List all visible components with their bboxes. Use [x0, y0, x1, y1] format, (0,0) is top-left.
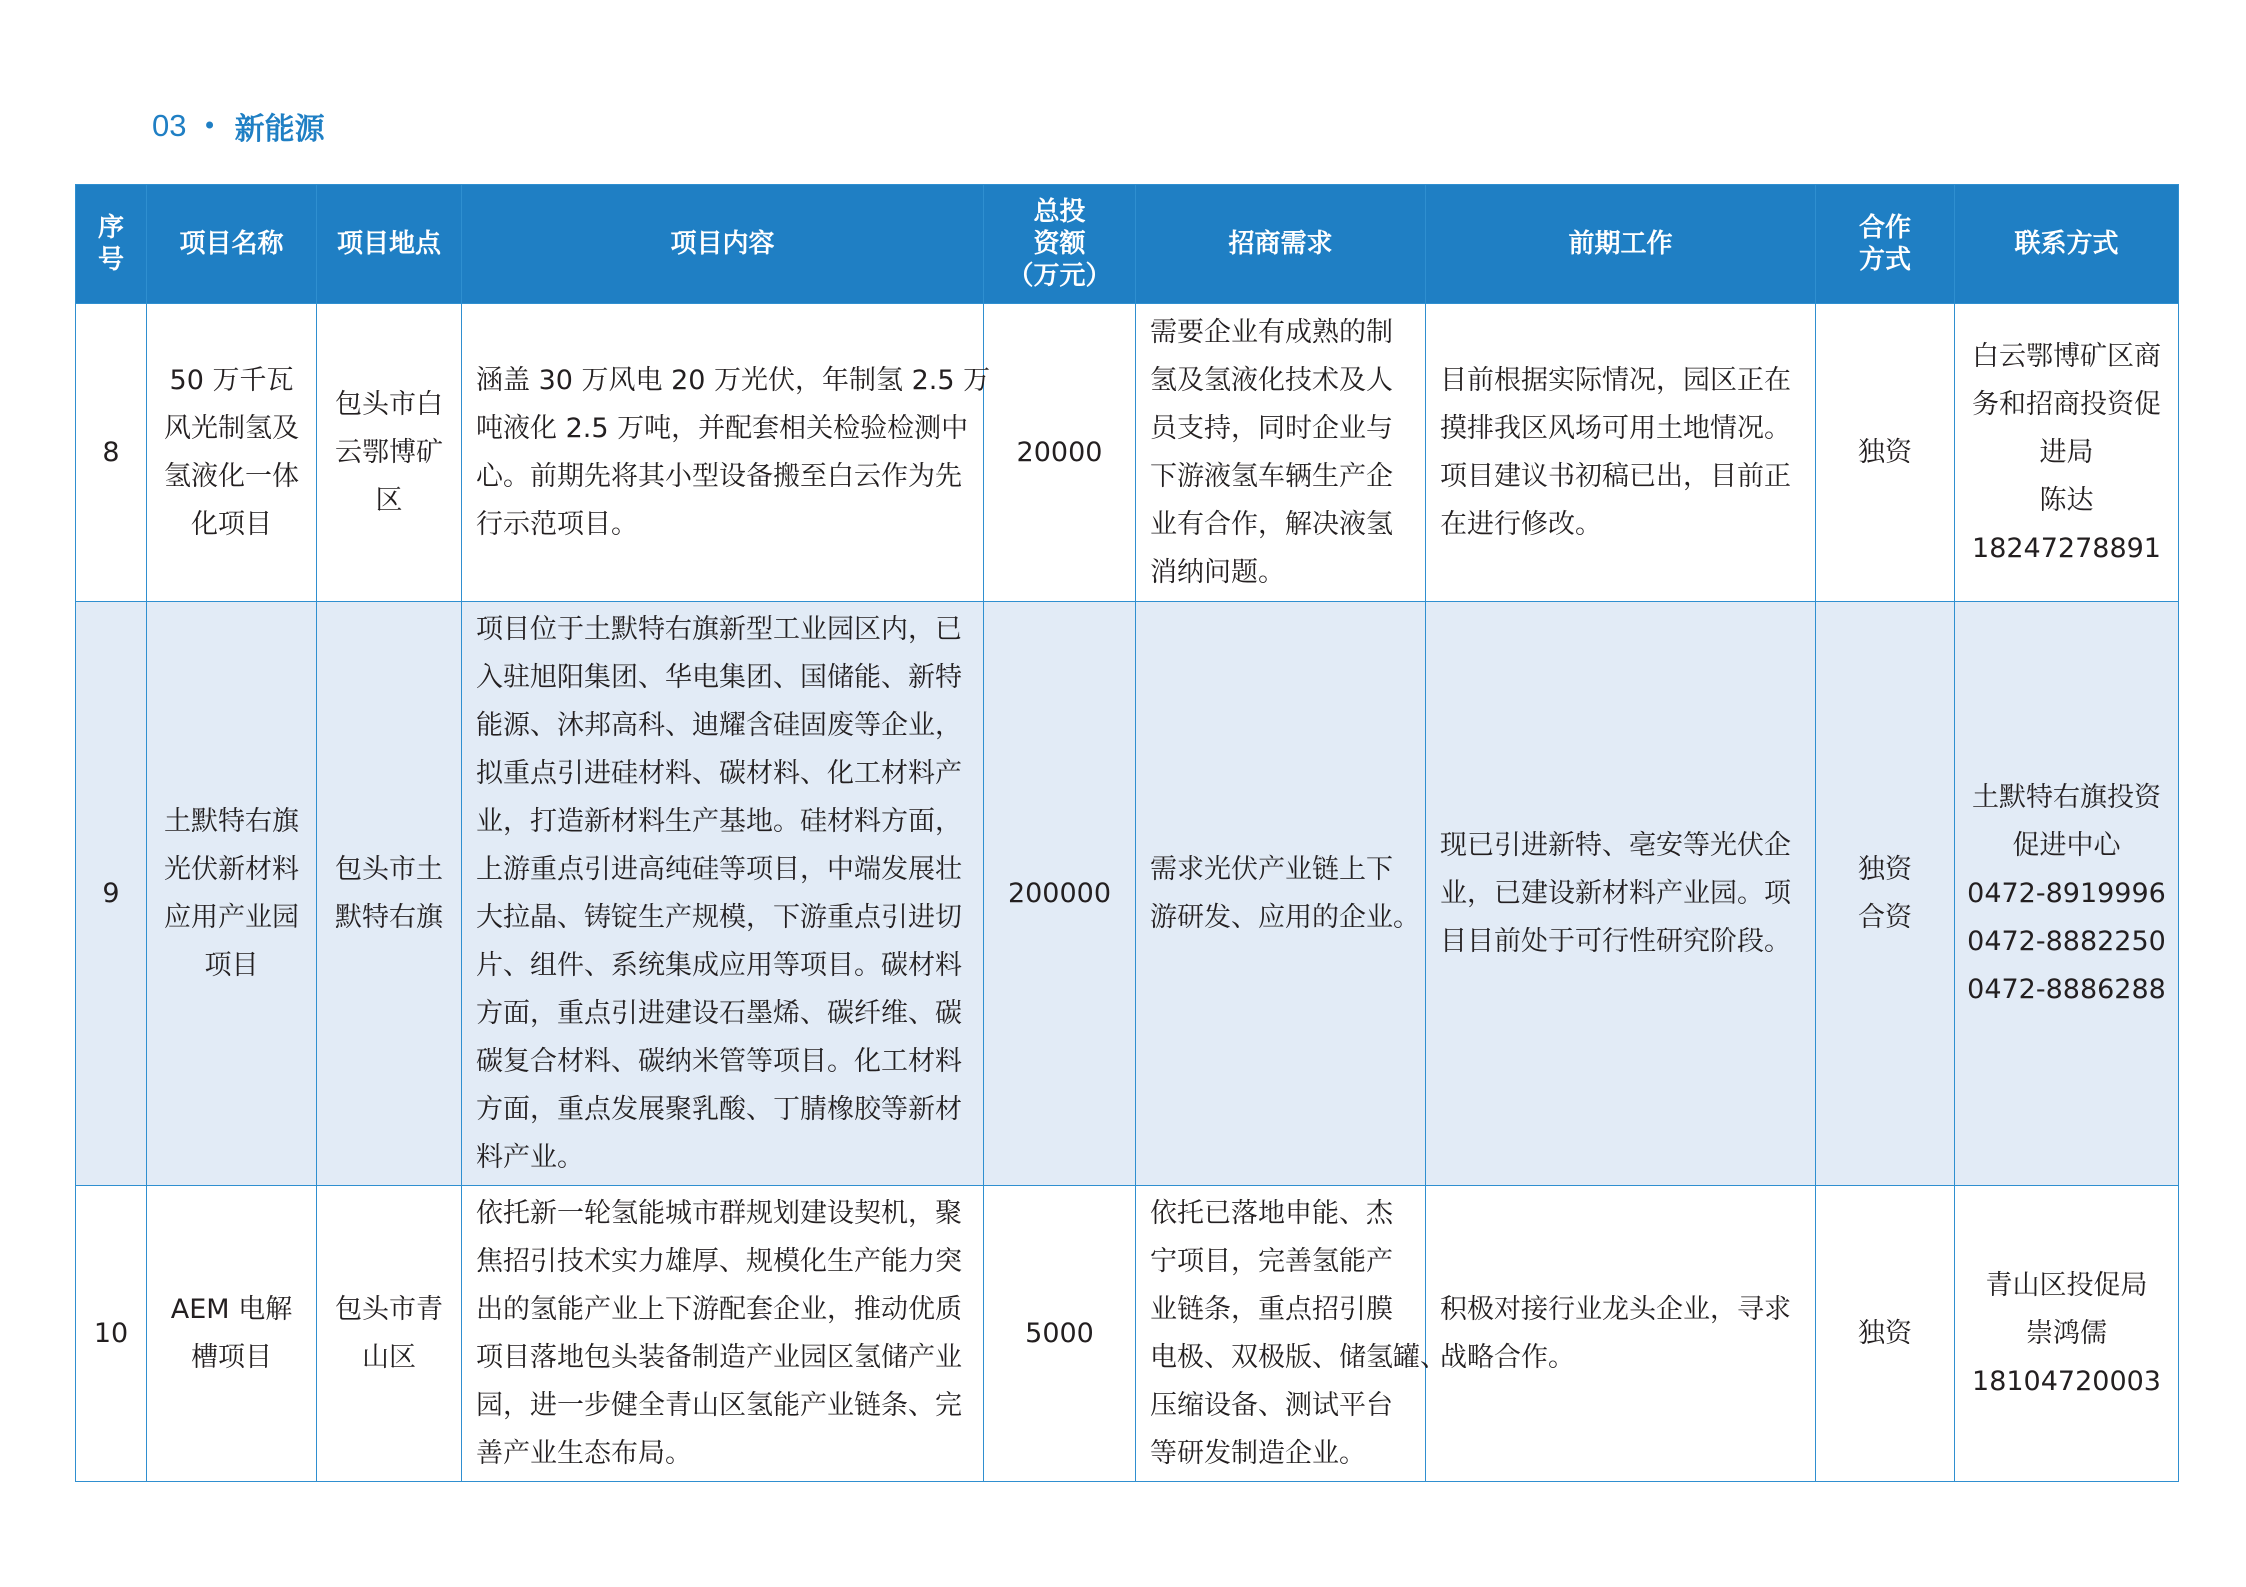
cell-content-line: 方面，重点引进建设石墨烯、碳纤维、碳	[476, 997, 962, 1029]
header-contact: 联系方式	[1955, 185, 2179, 304]
cell-name-line: 氢液化一体	[164, 460, 299, 492]
cell-contact-line: 18247278891	[1972, 532, 2161, 564]
cell-location	[317, 304, 462, 602]
cell-name	[147, 1186, 317, 1482]
cell-prework-line: 在进行修改。	[1440, 508, 1602, 540]
cell-mode	[1816, 602, 1955, 1186]
cell-mode	[1816, 304, 1955, 602]
cell-prework-line: 战略合作。	[1440, 1341, 1575, 1373]
cell-name-line: 光伏新材料	[164, 853, 299, 885]
cell-demand-line: 电极、双极版、储氢罐、	[1150, 1341, 1447, 1373]
cell-mode-line: 独资	[1858, 853, 1912, 885]
cell-investment: 200000	[984, 602, 1136, 1186]
cell-prework-line: 目前根据实际情况，园区正在	[1440, 364, 1791, 396]
cell-demand-line: 压缩设备、测试平台	[1150, 1389, 1393, 1421]
cell-name	[147, 602, 317, 1186]
cell-demand	[1136, 602, 1426, 1186]
cell-contact-line: 进局	[2039, 436, 2094, 468]
cell-content-line: 片、组件、系统集成应用等项目。碳材料	[476, 949, 962, 981]
cell-prework	[1426, 1186, 1816, 1482]
table-row	[76, 304, 2179, 602]
cell-name-line: 槽项目	[191, 1341, 272, 1373]
cell-contact	[1955, 304, 2179, 602]
cell-contact-line: 白云鄂博矿区商	[1972, 340, 2161, 372]
cell-prework-line: 积极对接行业龙头企业，寻求	[1440, 1293, 1791, 1325]
cell-location	[317, 1186, 462, 1482]
cell-demand	[1136, 1186, 1447, 1482]
cell-location-line: 区	[375, 484, 403, 516]
cell-content-line: 入驻旭阳集团、华电集团、国储能、新特	[476, 661, 962, 693]
cell-name-line: 50 万千瓦	[169, 364, 294, 396]
cell-prework-line: 业，已建设新材料产业园。项	[1440, 877, 1791, 909]
cell-content-line: 大拉晶、铸锭生产规模，下游重点引进切	[476, 901, 962, 933]
cell-location-line: 默特右旗	[335, 901, 443, 933]
cell-content-line: 项目落地包头装备制造产业园区氢储产业	[476, 1341, 962, 1373]
cell-demand-line: 员支持，同时企业与	[1150, 412, 1393, 444]
cell-name-line: 应用产业园	[164, 901, 299, 933]
cell-contact-line: 土默特右旗投资	[1972, 781, 2161, 813]
cell-mode-line: 合资	[1858, 901, 1912, 933]
header-prework: 前期工作	[1426, 185, 1816, 304]
cell-investment: 5000	[984, 1186, 1136, 1482]
cell-location-line: 山区	[362, 1341, 416, 1373]
cell-demand-line: 氢及氢液化技术及人	[1150, 364, 1393, 396]
cell-contact-line: 0472-8882250	[1967, 925, 2166, 957]
cell-location-line: 包头市土	[335, 853, 443, 885]
header-seq-line: 序	[97, 213, 124, 243]
cell-demand-line: 等研发制造企业。	[1150, 1437, 1366, 1469]
cell-prework-line: 目目前处于可行性研究阶段。	[1440, 925, 1791, 957]
cell-name-line: 土默特右旗	[164, 805, 299, 837]
cell-content-line: 上游重点引进高纯硅等项目，中端发展壮	[476, 853, 962, 885]
cell-contact-line: 18104720003	[1972, 1365, 2161, 1397]
cell-demand-line: 下游液氢车辆生产企	[1150, 460, 1393, 492]
cell-contact-line: 务和招商投资促	[1972, 388, 2161, 420]
cell-demand-line: 需要企业有成熟的制	[1150, 316, 1393, 348]
cell-content	[462, 304, 991, 602]
cell-content-line: 碳复合材料、碳纳米管等项目。化工材料	[476, 1045, 962, 1077]
header-seq-line: 号	[97, 245, 124, 275]
cell-mode	[1816, 1186, 1955, 1482]
cell-content-line: 园，进一步健全青山区氢能产业链条、完	[476, 1389, 962, 1421]
cell-location-line: 包头市青	[335, 1293, 443, 1325]
header-content: 项目内容	[462, 185, 984, 304]
cell-contact-line: 0472-8919996	[1967, 877, 2166, 909]
cell-content-line: 能源、沐邦高科、迪耀含硅固废等企业，	[476, 709, 962, 741]
cell-name-line: 化项目	[191, 508, 272, 540]
cell-location-line: 云鄂博矿	[335, 436, 443, 468]
cell-content-line: 涵盖 30 万风电 20 万光伏，年制氢 2.5 万	[476, 364, 991, 396]
cell-content-line: 心。前期先将其小型设备搬至白云作为先	[476, 460, 962, 492]
cell-content-line: 依托新一轮氢能城市群规划建设契机，聚	[476, 1197, 962, 1229]
cell-name	[147, 304, 317, 602]
cell-content-line: 方面，重点发展聚乳酸、丁腈橡胶等新材	[476, 1093, 962, 1125]
cell-name-line: 项目	[204, 949, 259, 981]
cell-prework	[1426, 602, 1816, 1186]
cell-content-line: 业，打造新材料生产基地。硅材料方面，	[476, 805, 962, 837]
section-bullet: •	[202, 112, 217, 140]
header-seq	[76, 185, 147, 304]
cell-demand-line: 依托已落地申能、杰	[1150, 1197, 1393, 1229]
header-investment	[984, 185, 1136, 304]
cell-content-line: 焦招引技术实力雄厚、规模化生产能力突	[476, 1245, 962, 1277]
header-demand: 招商需求	[1136, 185, 1426, 304]
cell-demand-line: 业链条，重点招引膜	[1150, 1293, 1393, 1325]
header-investment-line: （万元）	[1007, 261, 1112, 291]
cell-contact-line: 崇鸿儒	[2026, 1317, 2107, 1349]
cell-contact-line: 陈达	[2039, 484, 2094, 516]
cell-seq: 9	[76, 602, 147, 1186]
cell-location	[317, 602, 462, 1186]
cell-content-line: 项目位于土默特右旗新型工业园区内，已	[476, 613, 962, 645]
cell-location-line: 包头市白	[335, 388, 443, 420]
header-mode	[1816, 185, 1955, 304]
section-title	[152, 104, 325, 148]
cell-content-line: 善产业生态布局。	[476, 1437, 692, 1469]
cell-content	[462, 1186, 984, 1482]
cell-demand-line: 消纳问题。	[1150, 556, 1285, 588]
cell-name-line: 风光制氢及	[164, 412, 299, 444]
table-header-row	[76, 185, 2179, 304]
cell-prework	[1426, 304, 1816, 602]
cell-content-line: 出的氢能产业上下游配套企业，推动优质	[476, 1293, 962, 1325]
cell-seq: 8	[76, 304, 147, 602]
cell-contact	[1955, 602, 2179, 1186]
cell-prework-line: 摸排我区风场可用土地情况。	[1440, 412, 1791, 444]
cell-mode-line: 独资	[1858, 436, 1912, 468]
cell-name-line: AEM 电解	[170, 1293, 293, 1325]
cell-prework-line: 项目建议书初稿已出，目前正	[1440, 460, 1791, 492]
cell-contact-line: 促进中心	[2012, 829, 2121, 861]
cell-demand-line: 宁项目，完善氢能产	[1150, 1245, 1393, 1277]
cell-demand-line: 游研发、应用的企业。	[1150, 901, 1420, 933]
cell-contact-line: 0472-8886288	[1967, 973, 2166, 1005]
cell-content-line: 拟重点引进硅材料、碳材料、化工材料产	[476, 757, 962, 789]
cell-content	[462, 602, 984, 1186]
header-mode-line: 合作	[1858, 213, 1911, 243]
cell-prework-line: 现已引进新特、亳安等光伏企	[1440, 829, 1791, 861]
section-number: 03	[152, 108, 187, 143]
cell-demand	[1136, 304, 1426, 602]
cell-content-line: 行示范项目。	[476, 508, 638, 540]
header-name: 项目名称	[147, 185, 317, 304]
cell-mode-line: 独资	[1858, 1317, 1912, 1349]
header-location: 项目地点	[317, 185, 462, 304]
cell-seq: 10	[76, 1186, 147, 1482]
cell-contact-line: 青山区投促局	[1985, 1269, 2148, 1301]
header-mode-line: 方式	[1858, 245, 1911, 275]
header-investment-line: 资额	[1033, 229, 1086, 259]
header-investment-line: 总投	[1033, 197, 1086, 227]
cell-content-line: 吨液化 2.5 万吨，并配套相关检验检测中	[476, 412, 969, 444]
table-row	[76, 602, 2179, 1186]
section-name: 新能源	[234, 112, 325, 147]
cell-content-line: 料产业。	[476, 1141, 584, 1173]
cell-demand-line: 业有合作，解决液氢	[1150, 508, 1393, 540]
projects-table	[75, 184, 2179, 1482]
cell-contact	[1955, 1186, 2179, 1482]
cell-investment: 20000	[984, 304, 1136, 602]
cell-demand-line: 需求光伏产业链上下	[1150, 853, 1393, 885]
table-row	[76, 1186, 2179, 1482]
